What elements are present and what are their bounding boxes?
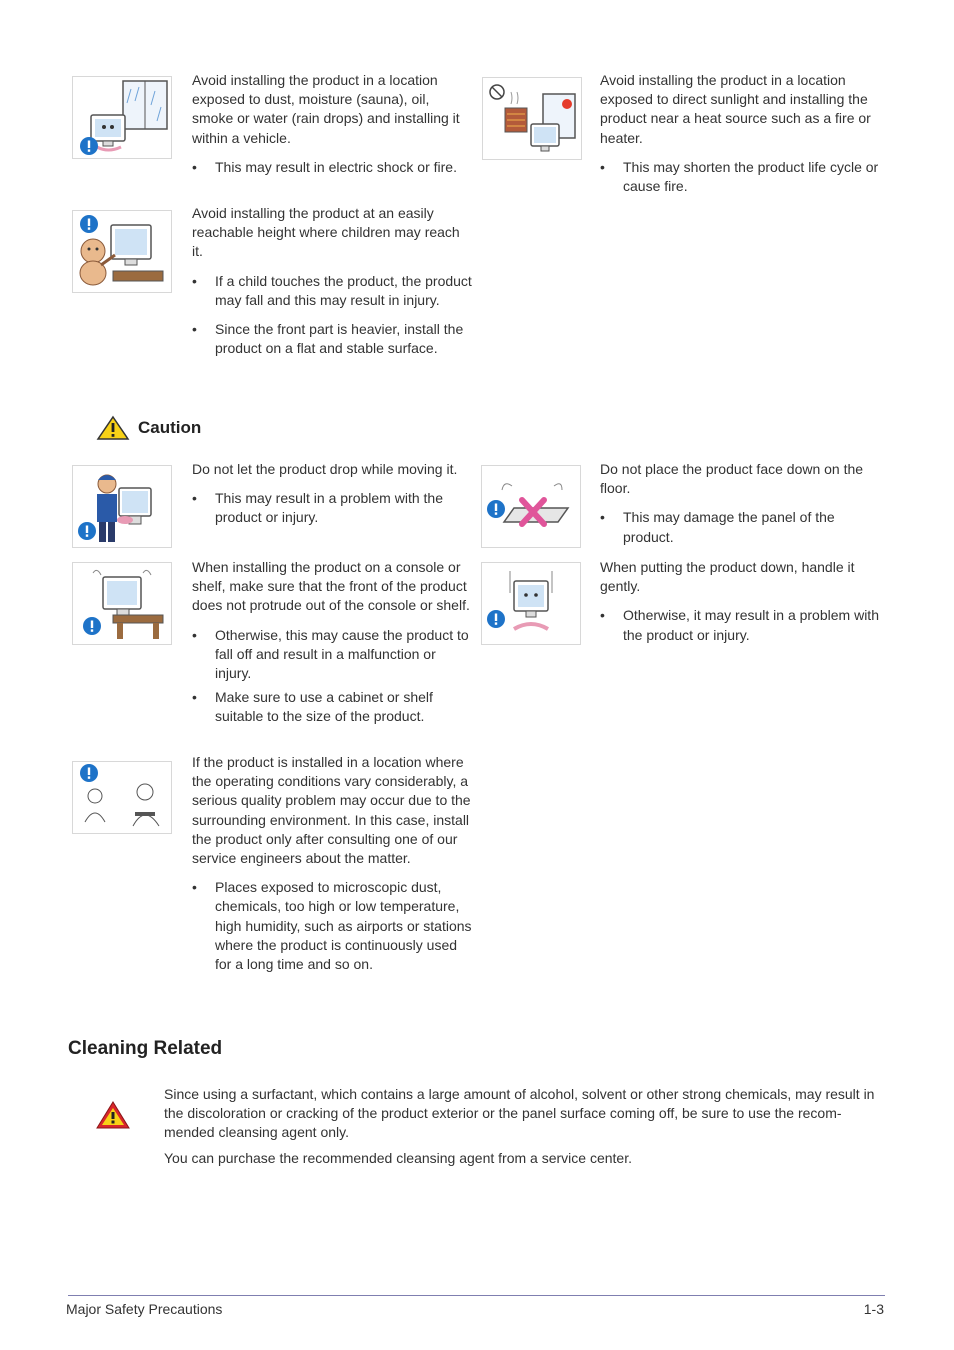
info-icon: [80, 215, 98, 233]
caution-bullet: • Places exposed to microscopic dust, chemicals, too high or low temperature, high humidity, such as airports or stations where the product is continuously used for a long time and so on.: [192, 878, 474, 974]
caution-item-drop: [192, 460, 474, 528]
illustration-sunlight-heat: [482, 77, 582, 160]
caution-item-handle: [600, 558, 886, 645]
footer-title: Major Safety Precautions: [66, 1301, 223, 1317]
caution-triangle-icon: [96, 415, 130, 441]
cleaning-paragraph: You can purchase the recommended cleansing agent from a service center.: [164, 1149, 632, 1166]
info-icon: [80, 764, 98, 782]
caution-bullet: • This may result in a problem with the product or injury.: [192, 489, 474, 527]
caution-text: If the product is installed in a location where the operating conditions vary considerably, a serious quality problem may occur due to the surrounding environment. In this case, install the product only after consulting one of our service engineers about the matter.: [192, 754, 471, 867]
caution-text: When putting the product down, handle it gently.: [600, 559, 855, 595]
caution-bullet: • Otherwise, this may cause the product to fall off and result in a malfunction or injury.: [192, 626, 474, 684]
caution-bullet: • This may damage the panel of the product.: [600, 508, 886, 546]
caution-item-face-down: [600, 460, 886, 547]
cleaning-paragraph: Since using a surfactant, which contains a large amount of alcohol, solvent or other strong chemicals, may result in the discoloration or cracking of the product exterior or the panel surface coming off, be sure to use the recom-mended cleansing agent only.: [164, 1086, 875, 1141]
info-icon: [78, 522, 96, 540]
caution-text: Do not let the product drop while moving it.: [192, 461, 458, 477]
warning-text: Avoid installing the product in a location exposed to dust, moisture (sauna), oil, smoke or water (rain drops) and installing it within a vehicle.: [192, 72, 460, 146]
warning-bullet: • Since the front part is heavier, install the product on a flat and stable surface.: [192, 320, 474, 358]
info-icon: [80, 137, 98, 155]
caution-bullet: • Make sure to use a cabinet or shelf suitable to the size of the product.: [192, 688, 474, 726]
warning-triangle-icon: [95, 1100, 131, 1130]
section-heading-cleaning: Cleaning Related: [68, 1038, 223, 1059]
warning-item-sunlight: [600, 71, 886, 196]
warning-bullet: • This may result in electric shock or fire.: [192, 158, 474, 177]
cleaning-notes: [164, 1085, 884, 1168]
caution-item-conditions: [192, 753, 474, 974]
info-icon: [487, 610, 505, 628]
caution-item-console: [192, 558, 474, 727]
caution-text: Do not place the product face down on the floor.: [600, 461, 864, 497]
warning-text: Avoid installing the product in a location exposed to direct sunlight and installing the product near a heat source such as a fire or heater.: [600, 72, 871, 146]
warning-item-children: [192, 204, 474, 358]
warning-bullet: • If a child touches the product, the product may fall and this may result in injury.: [192, 272, 474, 310]
illustration-handle-gently: [481, 562, 581, 645]
info-icon: [487, 500, 505, 518]
caution-heading: Caution: [138, 418, 202, 437]
warning-text: Avoid installing the product at an easily reachable height where children may reach it.: [192, 205, 460, 260]
footer-divider: [68, 1295, 885, 1296]
warning-item-dust: [192, 71, 474, 177]
caution-text: When installing the product on a console or shelf, make sure that the front of the product does not protrude out of the console or shelf.: [192, 559, 470, 614]
caution-bullet: • Otherwise, it may result in a problem with the product or injury.: [600, 606, 886, 644]
info-icon: [83, 617, 101, 635]
warning-bullet: • This may shorten the product life cycle or cause fire.: [600, 158, 886, 196]
page-number: 1-3: [863, 1301, 884, 1317]
